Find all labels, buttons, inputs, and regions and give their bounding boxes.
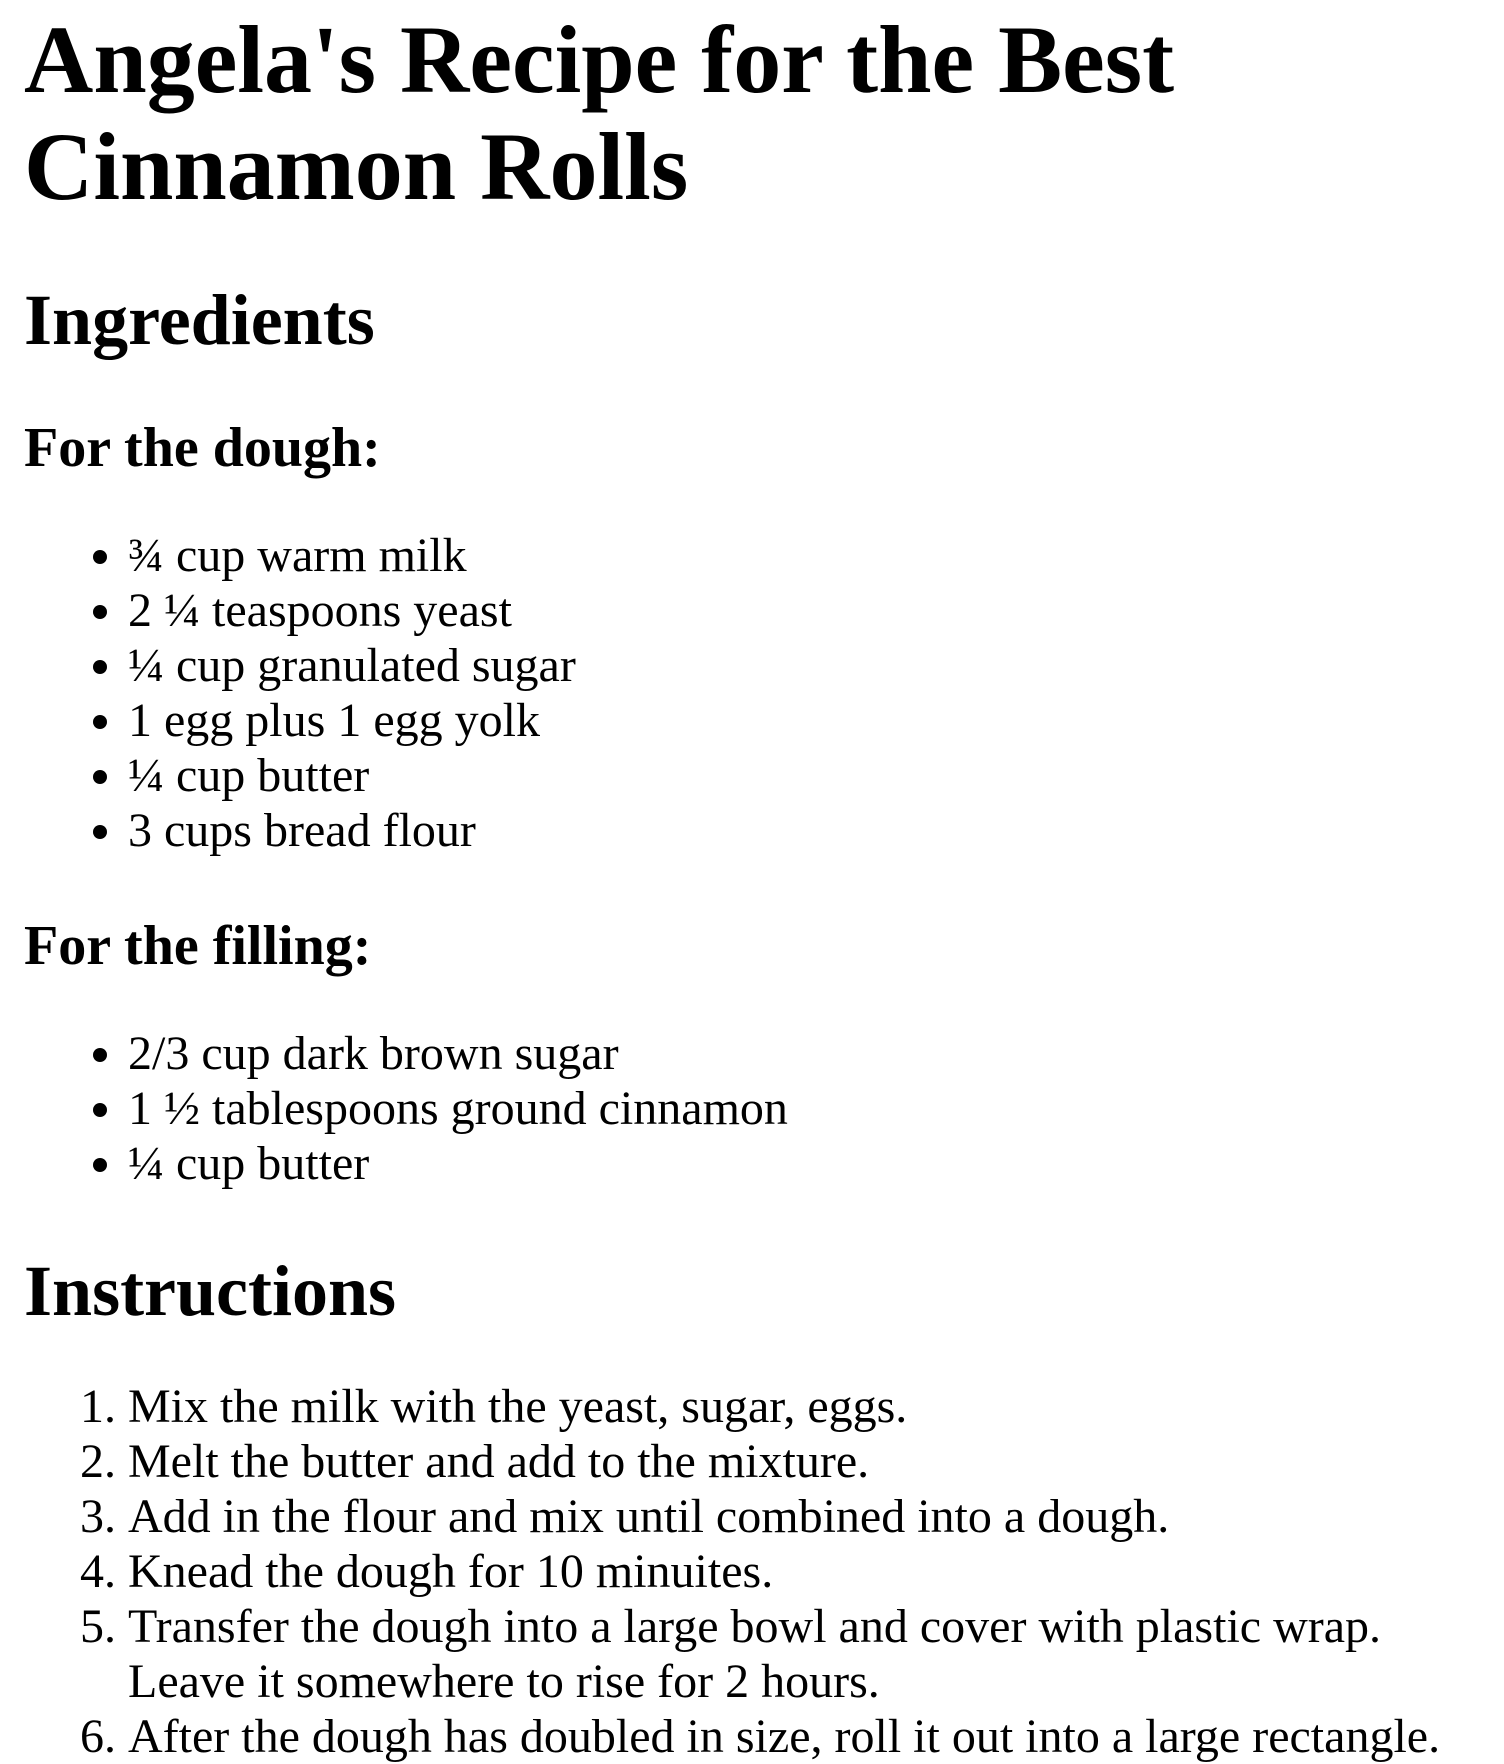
list-item: • ¾ cup warm milk — [128, 528, 1480, 583]
instructions-list — [24, 1379, 1480, 1764]
list-item: 4. Knead the dough for 10 minuites. — [128, 1544, 1480, 1599]
ingredients-heading: Ingredients — [24, 280, 375, 360]
list-item: 1. Mix the milk with the yeast, sugar, eggs. — [128, 1379, 1480, 1434]
list-item: • 2/3 cup dark brown sugar — [128, 1026, 1480, 1081]
page-title: Angela's Recipe for the Best Cinnamon Rolls — [24, 6, 1175, 220]
list-item: • 1 egg plus 1 egg yolk — [128, 693, 1480, 748]
dough-subheading: For the dough: — [24, 417, 381, 479]
recipe-page — [0, 6, 1504, 1763]
list-item: 2. Melt the butter and add to the mixture. — [128, 1434, 1480, 1489]
instructions-heading: Instructions — [24, 1251, 397, 1331]
dough-ingredient-list — [24, 528, 1480, 858]
list-item: • 2 ¼ teaspoons yeast — [128, 583, 1480, 638]
filling-subheading: For the filling: — [24, 915, 372, 977]
list-item: 5. Transfer the dough into a large bowl and cover with plastic wrap. Leave it somewhere to rise for 2 hours. — [128, 1599, 1480, 1709]
list-item: 3. Add in the flour and mix until combined into a dough. — [128, 1489, 1480, 1544]
list-item: 6. After the dough has doubled in size, roll it out into a large rectangle. — [128, 1709, 1480, 1764]
list-item: • ¼ cup granulated sugar — [128, 638, 1480, 693]
list-item: • ¼ cup butter — [128, 1136, 1480, 1191]
list-item: • 3 cups bread flour — [128, 803, 1480, 858]
list-item: • 1 ½ tablespoons ground cinnamon — [128, 1081, 1480, 1136]
filling-ingredient-list — [24, 1026, 1480, 1191]
list-item: • ¼ cup butter — [128, 748, 1480, 803]
